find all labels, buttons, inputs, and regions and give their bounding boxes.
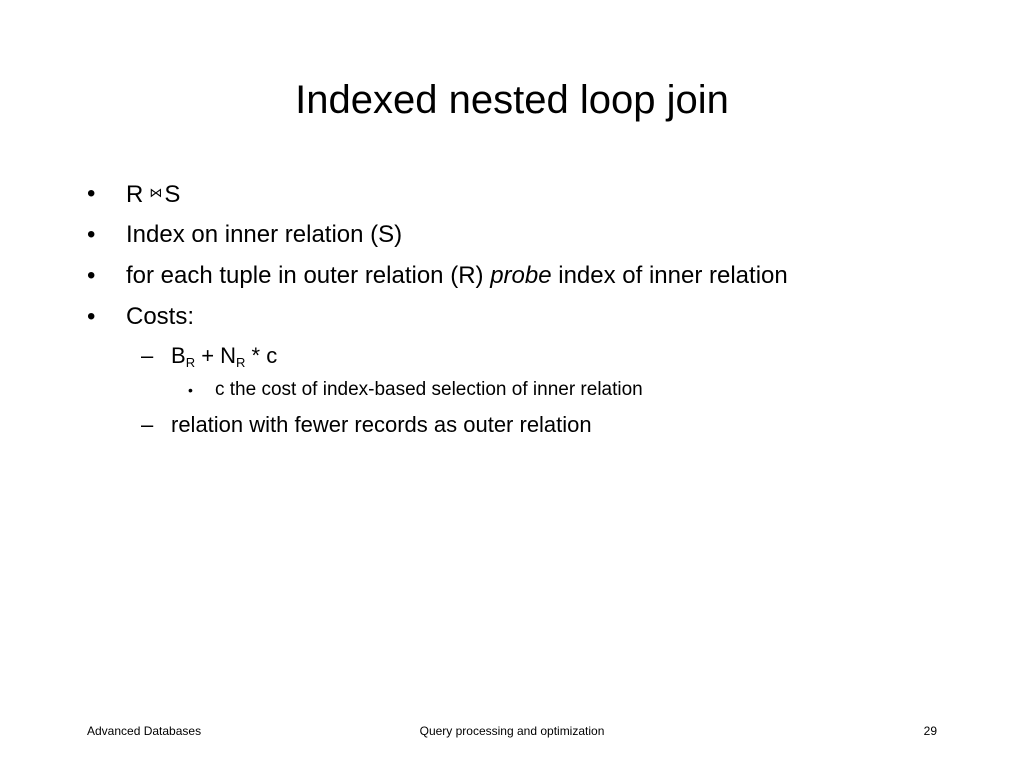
- formula-b-subscript: R: [185, 355, 196, 370]
- formula-plus-n: + N: [195, 343, 237, 368]
- slide-title: Indexed nested loop join: [295, 78, 729, 122]
- bullet-text: c the cost of index-based selection of inner relation: [215, 379, 643, 400]
- relation-r: R: [126, 181, 144, 208]
- footer-page-number: 29: [923, 724, 937, 738]
- formula-n-subscript: R: [236, 355, 246, 370]
- bullet-marker: •: [87, 180, 96, 207]
- bullet-text: relation with fewer records as outer relation: [171, 412, 592, 437]
- cost-formula: [171, 342, 277, 370]
- dash-marker: –: [141, 343, 154, 368]
- bullet-marker: •: [87, 303, 96, 330]
- footer-course-name: Advanced Databases: [87, 724, 202, 738]
- bullet-marker: •: [188, 382, 193, 398]
- dash-marker: –: [141, 412, 154, 437]
- probe-emphasis: probe: [490, 262, 552, 289]
- bullet-text: Index on inner relation (S): [126, 221, 403, 248]
- probe-text-before: for each tuple in outer relation (R): [126, 262, 491, 289]
- bullet-text: [126, 261, 788, 291]
- bullet-marker: •: [87, 221, 96, 248]
- probe-text-after: index of inner relation: [551, 262, 788, 289]
- footer-topic: Query processing and optimization: [419, 724, 605, 738]
- formula-rest: * c: [245, 343, 278, 368]
- bullet-marker: •: [87, 262, 96, 289]
- bullet-text: Costs:: [126, 303, 195, 330]
- formula-b: B: [171, 343, 186, 368]
- join-expression: [126, 179, 180, 210]
- join-symbol: ⋈: [149, 186, 163, 201]
- relation-s: S: [164, 181, 181, 208]
